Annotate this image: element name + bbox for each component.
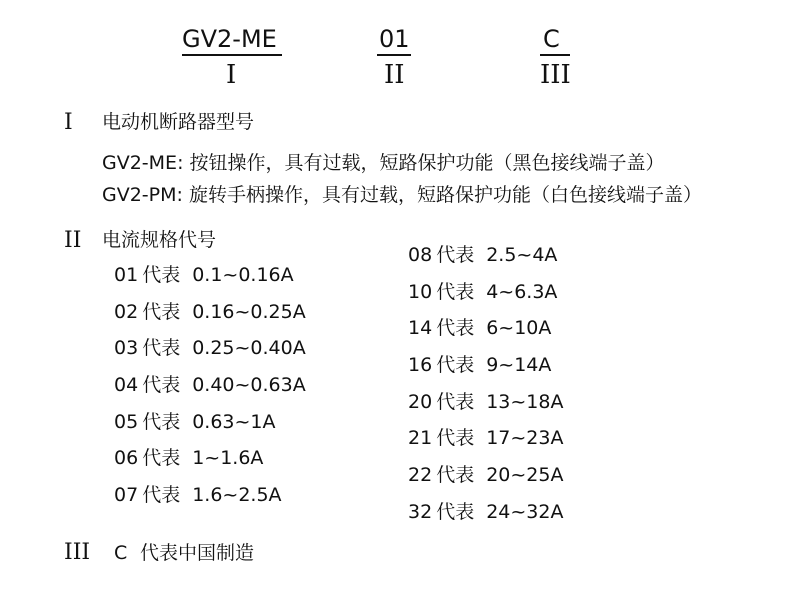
list-item: 10 代表 4~6.3A [408,280,558,303]
list-item: 22 代表 20~25A [408,464,564,487]
section3-roman: III [64,540,91,565]
list-item: 21 代表 17~23A [408,427,564,450]
section1-title: 电动机断路器型号 [102,111,255,133]
list-item: 01 代表 0.1~0.16A [114,264,294,286]
section1-line-pm: GV2-PM: 旋转手柄操作，具有过载，短路保护功能（白色接线端子盖） [102,184,702,206]
code-origin-underline [540,54,570,56]
code-origin: C [543,25,560,53]
code-current-underline [377,54,411,56]
list-item: 04 代表 0.40~0.63A [114,374,306,397]
list-item: 02 代表 0.16~0.25A [114,300,306,323]
roman-label-2: II [384,60,405,90]
section1-line-me: GV2-ME: 按钮操作，具有过载，短路保护功能（黑色接线端子盖） [102,152,665,174]
section3-text: 代表中国制造 [140,542,255,564]
list-item: 14 代表 6~10A [408,317,552,340]
list-item: 32 代表 24~32A [408,500,564,523]
current-list-right [408,243,563,537]
section1-roman: I [64,110,73,135]
list-item: 03 代表 0.25~0.40A [114,337,306,360]
current-list-left [114,263,306,520]
roman-label-1: I [226,60,237,90]
roman-label-3: III [540,60,571,90]
list-item: 20 代表 13~18A [408,390,564,413]
section3-letter: C [114,542,128,564]
section2-roman: II [64,228,82,253]
code-model: GV2-ME [182,25,277,53]
code-model-underline [182,54,282,56]
list-item: 07 代表 1.6~2.5A [114,484,282,507]
list-item: 05 代表 0.63~1A [114,410,276,433]
code-current: 01 [379,25,410,53]
list-item: 08 代表 2.5~4A [408,244,558,266]
list-item: 06 代表 1~1.6A [114,447,264,470]
list-item: 16 代表 9~14A [408,354,552,377]
section2-title: 电流规格代号 [102,229,217,251]
